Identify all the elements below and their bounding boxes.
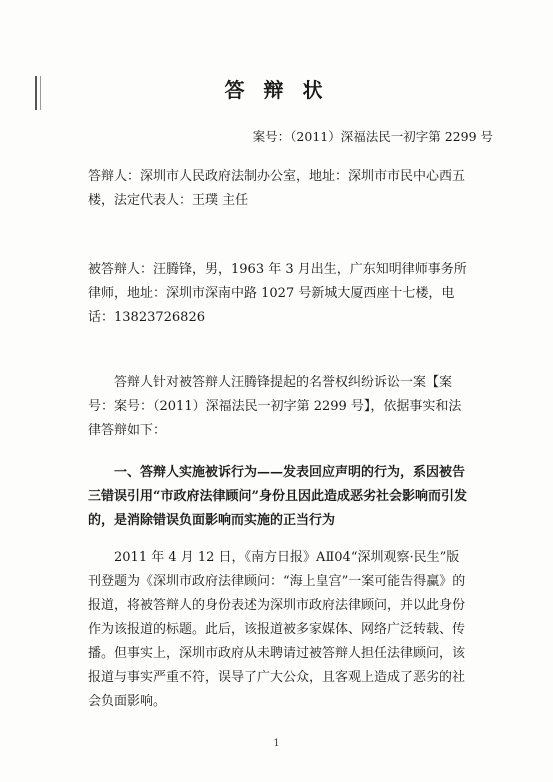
respondent-paragraph: 答辩人：深圳市人民政府法制办公室，地址：深圳市市民中心西五楼，法定代表人：王璞 主任 [88, 169, 466, 208]
document-title: 答 辩 状 [224, 78, 329, 102]
section-heading-one: 一、答辩人实施被诉行为——发表回应声明的行为，系因被告三错误引用“市政府法律顾问”身份且因此造成恶劣社会影响而引发的，是消除错误负面影响而实施的正当行为 [88, 465, 467, 528]
intro-paragraph: 答辩人针对被答辩人汪腾锋提起的名誉权纠纷诉讼一案【案号：案号：（2011）深福法民一初字第 2299 号】，依据事实和法律答辩如下： [88, 375, 462, 438]
fact-paragraph: 2011 年 4 月 12 日，《南方日报》AⅡ04“深圳观察·民生”版刊登题为《深圳市政府法律顾问：“海上皇宫”一案可能告得赢》的报道，将被答辩人的身份表述为深圳市政府法律顾问，并以此身份作为该报道的标题。此后，该报道被多家媒体、网络广泛转载、传播。但事实上，深圳市政府从未聘请过被答辩人担任法律顾问，该报道与事实严重不符，误导了广大公众，且客观上造成了恶劣的社会负面影响。 [88, 550, 466, 709]
page-number: 1 [273, 738, 280, 749]
applicant-paragraph: 被答辩人：汪腾锋，男，1963 年 3 月出生，广东知明律师事务所律师，地址：深圳市深南中路 1027 号新城大厦西座十七楼，电话：13823726826 [88, 262, 467, 325]
case-number: 案号：（2011）深福法民一初字第 2299 号 [252, 129, 493, 144]
